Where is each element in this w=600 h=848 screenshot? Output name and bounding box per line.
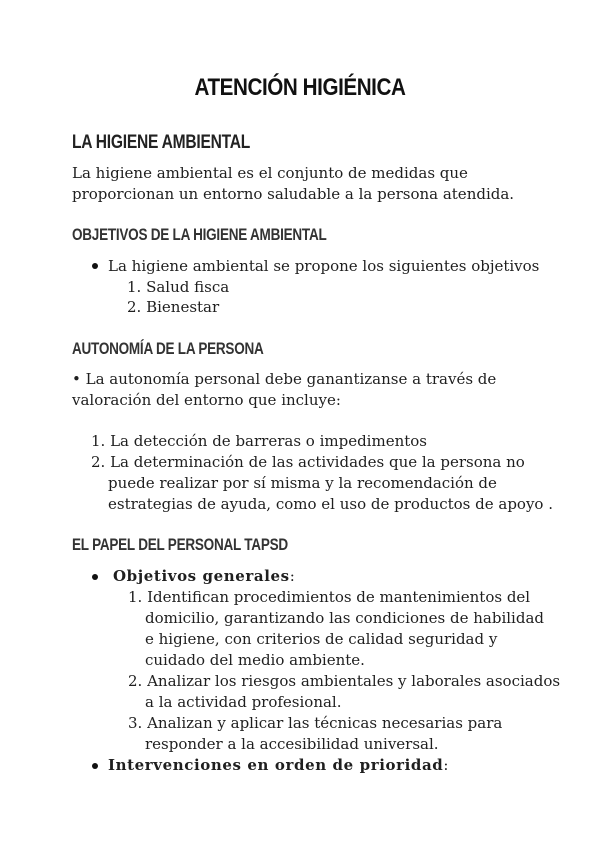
paragraph-line: valoración del entorno que incluye: [72, 391, 341, 409]
list-item: La higiene ambiental se propone los siguientes objetivos [108, 257, 540, 275]
list-item: puede realizar por sí misma y la recomendación de [108, 474, 497, 492]
list-item-intervenciones [108, 755, 448, 776]
list-item: estrategias de ayuda, como el uso de productos de apoyo . [108, 495, 553, 513]
list-item: responder a la accesibilidad universal. [145, 735, 439, 753]
list-item-objetivos [113, 566, 295, 587]
list-item: 3. Analizan y aplicar las técnicas necesarias para [128, 714, 503, 732]
list-item: 2. La determinación de las actividades que la persona no [91, 453, 525, 471]
list-item-colon: : [289, 567, 295, 585]
section-heading-papel-personal: EL PAPEL DEL PERSONAL TAPSD [72, 536, 288, 554]
list-item: 2. Analizar los riesgos ambientales y laborales asociados [128, 672, 561, 690]
paragraph-line: La higiene ambiental es el conjunto de medidas que [72, 164, 468, 182]
list-item-label: Objetivos generales [113, 567, 290, 585]
section-heading-objetivos: OBJETIVOS DE LA HIGIENE AMBIENTAL [72, 226, 327, 244]
paragraph-line: proporcionan un entorno saludable a la persona atendida. [72, 185, 515, 203]
list-item: 1. Salud fisca [127, 278, 230, 296]
list-item: a la actividad profesional. [145, 693, 342, 711]
list-item: e higiene, con criterios de calidad seguridad y [145, 630, 498, 648]
list-item: 2. Bienestar [127, 298, 220, 316]
list-item: domicilio, garantizando las condiciones de habilidad [145, 609, 544, 627]
bullet-icon [92, 263, 98, 269]
page-title: ATENCIÓN HIGIÉNICA [194, 74, 406, 101]
list-item-colon: : [443, 756, 449, 774]
section-heading-higiene-ambiental: LA HIGIENE AMBIENTAL [72, 132, 251, 153]
paragraph-line: • La autonomía personal debe ganantizanse a través de [72, 370, 497, 388]
list-item-label: Intervenciones en orden de prioridad [108, 756, 444, 774]
bullet-icon [92, 763, 98, 769]
list-item: 1. La detección de barreras o impedimentos [91, 432, 427, 450]
section-heading-autonomia: AUTONOMÍA DE LA PERSONA [72, 340, 264, 358]
list-item: 1. Identifican procedimientos de mantenimientos del [128, 588, 531, 606]
bullet-icon [92, 574, 98, 580]
list-item: cuidado del medio ambiente. [145, 651, 365, 669]
